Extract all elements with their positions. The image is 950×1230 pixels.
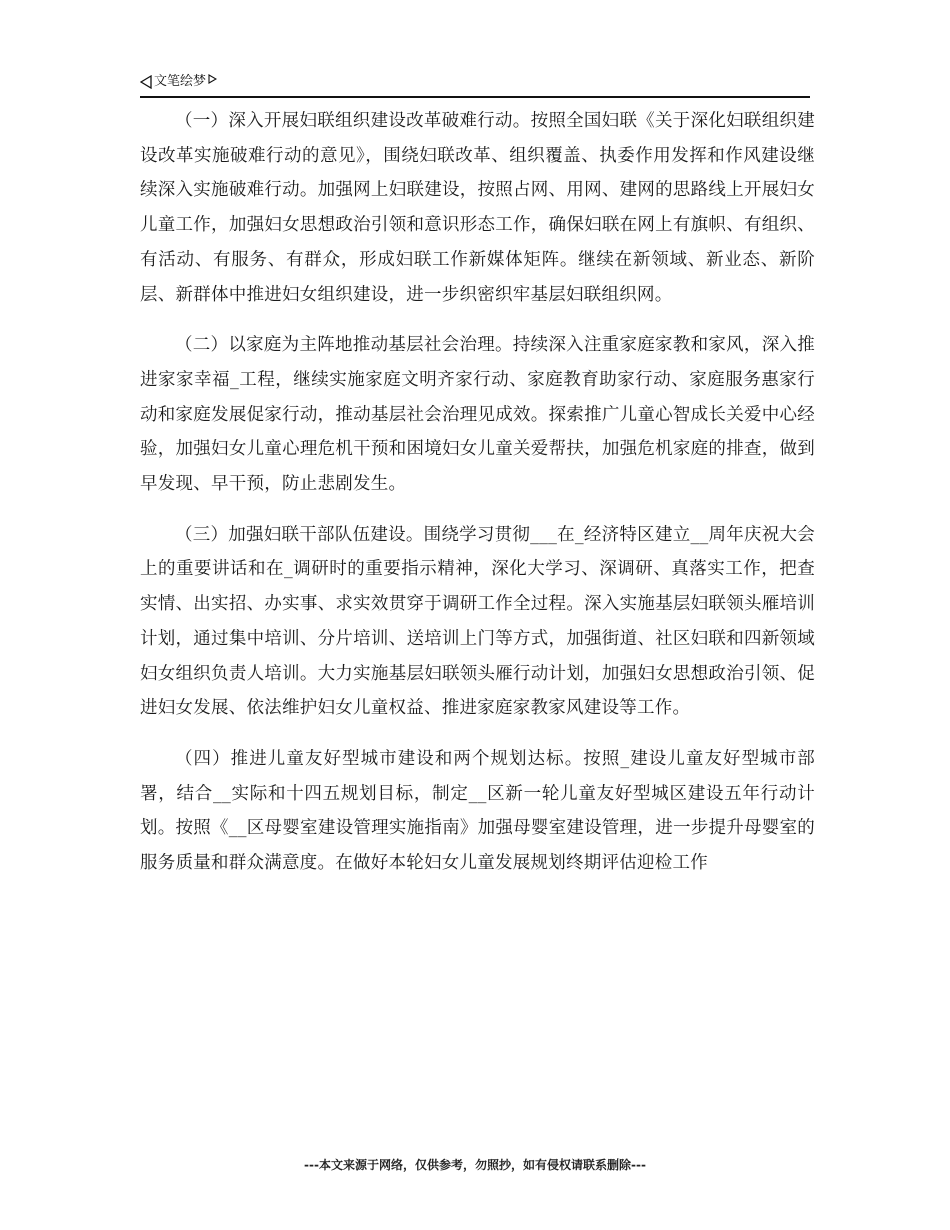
triangle-left-icon [140, 75, 152, 89]
brand-label: 文笔绘梦 [154, 74, 207, 89]
paragraph-2: （二）以家庭为主阵地推动基层社会治理。持续深入注重家庭家教和家风，深入推进家家幸福_工程，继续实施家庭文明齐家行动、家庭教育助家行动、家庭服务惠家行动和家庭发展促家行动，推动基层社会治理见成效。探索推广儿童心智成长关爱中心经验，加强妇女儿童心理危机干预和困境妇女儿童关爱帮扶，加强危机家庭的排查，做到早发现、早干预，防止悲剧发生。 [140, 335, 815, 495]
triangle-right-icon [208, 74, 217, 84]
source-disclaimer: ---本文来源于网络，仅供参考，勿照抄，如有侵权请联系删除--- [304, 1158, 646, 1172]
header-brand [140, 72, 217, 92]
paragraph-3: （三）加强妇联干部队伍建设。围绕学习贯彻___在_经济特区建立__周年庆祝大会上的重要讲话和在_调研时的重要指示精神，深化大学习、深调研、真落实工作，把查实情、出实招、办实事、求实效贯穿于调研工作全过程。深入实施基层妇联领头雁培训计划，通过集中培训、分片培训、送培训上门等方式，加强街道、社区妇联和四新领域妇女组织负责人培训。大力实施基层妇联领头雁行动计划，加强妇女思想政治引领、促进妇女发展、依法维护妇女儿童权益、推进家庭家教家风建设等工作。 [140, 524, 815, 719]
page-header [140, 72, 810, 98]
paragraph-4: （四）推进儿童友好型城市建设和两个规划达标。按照_建设儿童友好型城市部署，结合__实际和十四五规划目标，制定__区新一轮儿童友好型城区建设五年行动计划。按照《__区母婴室建设管理实施指南》加强母婴室建设管理，进一步提升母婴室的服务质量和群众满意度。在做好本轮妇女儿童发展规划终期评估迎检工作 [140, 748, 815, 874]
document-body [140, 104, 815, 897]
paragraph-1: （一）深入开展妇联组织建设改革破难行动。按照全国妇联《关于深化妇联组织建设改革实施破难行动的意见》，围绕妇联改革、组织覆盖、执委作用发挥和作风建设继续深入实施破难行动。加强网上妇联建设，按照占网、用网、建网的思路线上开展妇女儿童工作，加强妇女思想政治引领和意识形态工作，确保妇联在网上有旗帜、有组织、有活动、有服务、有群众，形成妇联工作新媒体矩阵。继续在新领域、新业态、新阶层、新群体中推进妇女组织建设，进一步织密织牢基层妇联组织网。 [140, 111, 815, 305]
